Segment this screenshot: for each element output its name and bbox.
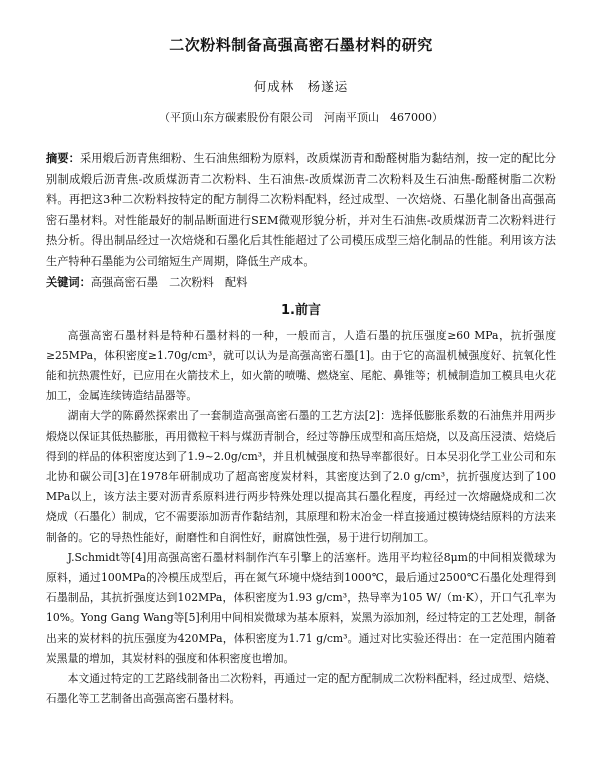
section-heading-introduction: 1.前言	[281, 302, 321, 318]
abstract	[46, 149, 556, 273]
abstract-label: 摘要：	[46, 152, 81, 165]
abstract-text: 采用煅后沥青焦细粉、生石油焦细粉为原料，改质煤沥青和酚醛树脂为黏结剂，按一定的配比分别制成煅后沥青焦-改质煤沥青二次粉料、生石油焦-改质煤沥青二次粉料及生石油焦-酚醛树脂二次粉料。再把这3种二次粉料按特定的配方制得二次粉料配料，经过成型、一次焙烧、石墨化制备出高强高密石墨材料。对性能最好的制品断面进行SEM微观形貌分析，并对生石油焦-改质煤沥青二次粉料进行热分析。得出制品经过一次焙烧和石墨化后其性能超过了公司模压成型三焙化制品的性能。利用该方法生产特种石墨能为公司缩短生产周期，降低生产成本。	[46, 152, 556, 268]
keywords	[46, 273, 556, 293]
paragraph: 本文通过特定的工艺路线制备出二次粉料，再通过一定的配方配制成二次粉料配料，经过成型、焙烧、石墨化等工艺制备出高强高密石墨材料。	[46, 672, 556, 706]
paragraph: 湖南大学的陈爵然探索出了一套制造高强高密石墨的工艺方法[2]：选择低膨胀系数的石油焦并用两步煅烧以保证其低热膨胀，再用微粒干料与煤沥青制合，经过等静压成型和高压焙烧，以及高压浸渍、焙烧后得到的样品的体积密度达到了1.9~2.0g/cm³，并且机械强度和热导率都很好。日本吴羽化学工业公司和东北协和碳公司[3]在1978年研制成功了超高密度炭材料，其密度达到了2.0 g/cm³，抗折强度达到了100 MPa以上，该方法主要对沥青系原料进行两步特殊处理以提高其石墨化程度，再经过一次熔融烧成和二次烧成（石墨化）制成，它不需要添加沥青作黏结剂，其原理和粉末冶金一样直接通过模铸烧结原料的方法来制备的。它的导热性能好，耐磨性和自润性好，耐腐蚀性强，易于进行切削加工。	[46, 409, 556, 544]
paragraph: J.Schmidt等[4]用高强高密石墨材料制作汽车引擎上的活塞杆。选用平均粒径8μm的中间相炭微球为原料，通过100MPa的冷模压成型后，再在氮气环境中烧结到1000℃，最后通过2500℃石墨化处理得到石墨制品，其抗折强度达到102MPa，体积密度为1.93 g/cm³，热导率为105 W/（m·K），开口气孔率为10%。Yong Gang Wang等[5]利用中间相炭微球为基本原料，炭黑为添加剂，经过特定的工艺处理，制备出来的炭材料的抗压强度为420MPa，体积密度为1.71 g/cm³。通过对比实验还得出：在一定范围内随着炭黑量的增加，其炭材料的强度和体积密度也增加。	[46, 550, 556, 665]
keywords-text: 高强高密石墨 二次粉料 配料	[90, 275, 248, 289]
paragraph: 高强高密石墨材料是特种石墨材料的一种，一般而言，人造石墨的抗压强度≥60 MPa，抗折强度≥25MPa，体积密度≥1.70g/cm³，就可以认为是高强高密石墨[1]。由于它的高温机械强度好、抗氧化性能和抗热震性好，已应用在火箭技术上，如火箭的喷嘴、燃烧室、尾舵、鼻锥等；机械制造加工模具电火花加工，金属连续铸造结晶器等。	[46, 328, 556, 403]
keywords-label: 关键词：	[46, 275, 91, 289]
paper-title: 二次粉料制备高强高密石墨材料的研究	[169, 36, 433, 54]
body-text	[46, 326, 556, 710]
affiliation: （平顶山东方碳素股份有限公司 河南平顶山 467000）	[159, 111, 443, 124]
authors: 何成林 杨遂运	[253, 79, 349, 94]
